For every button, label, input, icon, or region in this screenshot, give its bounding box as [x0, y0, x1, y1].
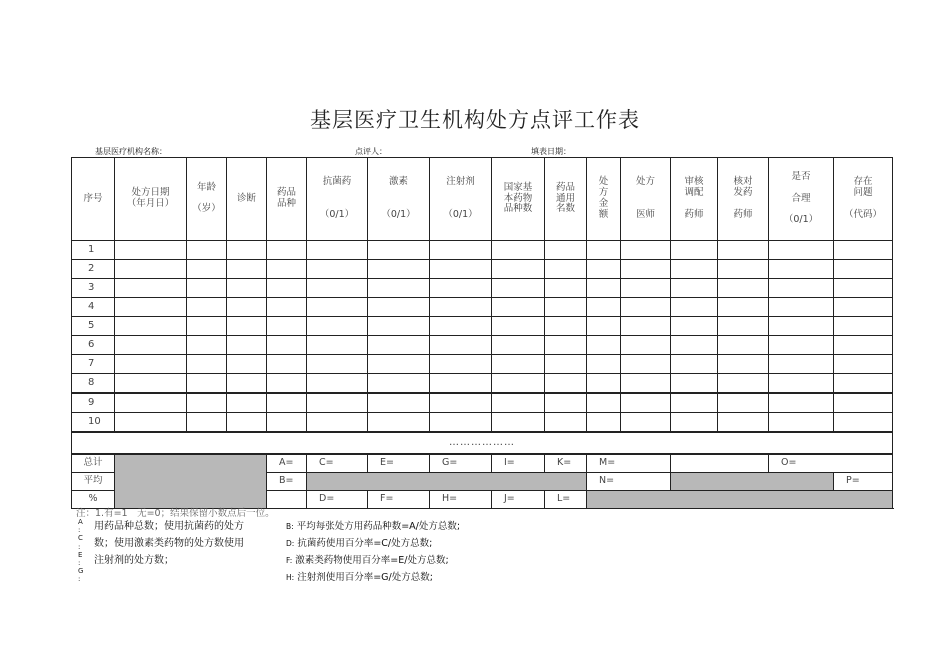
header-cell: 审核 调配 药师 — [671, 158, 718, 241]
header-cell: 处方 医师 — [621, 158, 671, 241]
entry-cell[interactable] — [115, 298, 187, 317]
entry-cell[interactable] — [492, 241, 545, 260]
formula-g: G= — [430, 454, 492, 473]
entry-cell[interactable] — [769, 279, 834, 298]
entry-cell[interactable] — [430, 393, 492, 413]
entry-cell[interactable] — [227, 260, 267, 279]
note-text: 激素类药物使用百分率=E/处方总数; — [295, 555, 449, 566]
ellipsis-row — [72, 432, 893, 454]
entry-cell[interactable] — [267, 355, 307, 374]
entry-cell[interactable] — [368, 260, 430, 279]
average-label: 平均 — [72, 473, 115, 491]
reviewer-label: 点评人： — [355, 147, 387, 156]
fill-date-label: 填表日期： — [531, 147, 571, 156]
entry-cell[interactable] — [492, 279, 545, 298]
row-number: 2 — [72, 260, 115, 279]
entry-cell[interactable] — [769, 260, 834, 279]
entry-cell[interactable] — [187, 374, 227, 394]
header-cell: 药品 品种 — [267, 158, 307, 241]
entry-cell[interactable] — [307, 260, 368, 279]
formula-i: I= — [492, 454, 545, 473]
entry-cell[interactable] — [671, 393, 718, 413]
note-text: 注射剂使用百分率=G/处方总数; — [297, 572, 433, 583]
table-row — [72, 279, 893, 298]
table-row — [72, 355, 893, 374]
table-row — [72, 298, 893, 317]
entry-cell[interactable] — [621, 298, 671, 317]
note-key: F: — [286, 556, 293, 565]
entry-cell[interactable] — [587, 317, 621, 336]
note-item — [286, 552, 460, 569]
entry-cell[interactable] — [545, 298, 587, 317]
entry-cell[interactable] — [492, 393, 545, 413]
entry-cell[interactable] — [187, 336, 227, 355]
entry-cell[interactable] — [187, 241, 227, 260]
entry-cell[interactable] — [621, 241, 671, 260]
entry-cell[interactable] — [587, 241, 621, 260]
entry-cell[interactable] — [671, 298, 718, 317]
org-name-label: 基层医疗机构名称： — [95, 147, 167, 156]
entry-cell[interactable] — [115, 317, 187, 336]
entry-cell[interactable] — [368, 298, 430, 317]
formula-p: P= — [834, 473, 893, 491]
entry-cell[interactable] — [492, 298, 545, 317]
formula-e: E= — [368, 454, 430, 473]
entry-cell[interactable] — [545, 336, 587, 355]
entry-cell[interactable] — [368, 279, 430, 298]
entry-cell[interactable] — [267, 279, 307, 298]
entry-cell[interactable] — [834, 241, 893, 260]
entry-cell[interactable] — [671, 355, 718, 374]
entry-cell[interactable] — [671, 374, 718, 394]
note-item — [286, 569, 460, 586]
note-letter: C — [78, 534, 83, 543]
entry-cell[interactable] — [671, 413, 718, 433]
entry-cell[interactable] — [718, 336, 769, 355]
entry-cell[interactable] — [492, 317, 545, 336]
row-number: 1 — [72, 241, 115, 260]
entry-cell[interactable] — [115, 355, 187, 374]
table-row — [72, 241, 893, 260]
formula-f: F= — [368, 491, 430, 509]
entry-cell[interactable] — [368, 355, 430, 374]
header-cell: 序号 — [72, 158, 115, 241]
review-table — [71, 157, 893, 509]
entry-cell[interactable] — [718, 393, 769, 413]
note-letter: G — [78, 567, 84, 576]
entry-cell[interactable] — [545, 317, 587, 336]
entry-cell[interactable] — [267, 393, 307, 413]
entry-cell[interactable] — [545, 279, 587, 298]
entry-cell[interactable] — [187, 355, 227, 374]
entry-cell[interactable] — [834, 355, 893, 374]
entry-cell[interactable] — [834, 260, 893, 279]
entry-cell[interactable] — [267, 260, 307, 279]
form-title: 基层医疗卫生机构处方点评工作表 — [310, 108, 640, 132]
entry-cell[interactable] — [769, 241, 834, 260]
shaded-cell — [671, 473, 834, 491]
formula-l: L= — [545, 491, 587, 509]
entry-cell[interactable] — [368, 413, 430, 433]
note-letter: : — [78, 542, 81, 551]
entry-cell[interactable] — [492, 374, 545, 394]
entry-cell[interactable] — [621, 393, 671, 413]
entry-cell[interactable] — [115, 413, 187, 433]
row-number: 7 — [72, 355, 115, 374]
entry-cell[interactable] — [769, 336, 834, 355]
entry-cell[interactable] — [492, 336, 545, 355]
note-letter: : — [78, 575, 81, 584]
entry-cell[interactable] — [307, 393, 368, 413]
formula-j: J= — [492, 491, 545, 509]
entry-cell[interactable] — [368, 241, 430, 260]
formula-n: N= — [587, 473, 671, 491]
formula-m: M= — [587, 454, 671, 473]
entry-cell[interactable] — [368, 317, 430, 336]
entry-cell[interactable] — [430, 260, 492, 279]
header-cell: 处 方 金 额 — [587, 158, 621, 241]
entry-cell[interactable] — [769, 393, 834, 413]
entry-cell[interactable] — [430, 355, 492, 374]
entry-cell[interactable] — [545, 260, 587, 279]
entry-cell[interactable] — [115, 279, 187, 298]
table-row — [72, 413, 893, 433]
entry-cell[interactable] — [718, 260, 769, 279]
header-cell: 注射剂 （0/1） — [430, 158, 492, 241]
entry-cell[interactable] — [307, 355, 368, 374]
header-row — [72, 158, 893, 241]
formula-b: B= — [267, 473, 307, 491]
blank-cell — [671, 454, 769, 473]
entry-cell[interactable] — [834, 413, 893, 433]
formula-h: H= — [430, 491, 492, 509]
entry-cell[interactable] — [368, 336, 430, 355]
entry-cell[interactable] — [834, 298, 893, 317]
entry-cell[interactable] — [769, 374, 834, 394]
entry-cell[interactable] — [718, 413, 769, 433]
entry-cell[interactable] — [115, 260, 187, 279]
entry-cell[interactable] — [587, 336, 621, 355]
formula-c: C= — [307, 454, 368, 473]
entry-cell[interactable] — [227, 298, 267, 317]
shaded-cell — [307, 473, 587, 491]
entry-cell[interactable] — [187, 279, 227, 298]
entry-cell[interactable] — [368, 374, 430, 394]
table-row — [72, 374, 893, 394]
row-number: 8 — [72, 374, 115, 394]
entry-cell[interactable] — [430, 413, 492, 433]
entry-cell[interactable] — [430, 279, 492, 298]
entry-cell[interactable] — [621, 260, 671, 279]
entry-cell[interactable] — [834, 336, 893, 355]
entry-cell[interactable] — [718, 298, 769, 317]
entry-cell[interactable] — [307, 279, 368, 298]
note-key: H: — [286, 573, 295, 582]
row-number: 4 — [72, 298, 115, 317]
entry-cell[interactable] — [187, 317, 227, 336]
entry-cell[interactable] — [227, 241, 267, 260]
note-right — [286, 518, 460, 586]
entry-cell[interactable] — [834, 374, 893, 394]
note-left: 用药品种总数；使用抗菌药的处方数；使用激素类药物的处方数使用注射剂的处方数； — [94, 521, 244, 566]
row-number: 6 — [72, 336, 115, 355]
entry-cell[interactable] — [545, 374, 587, 394]
header-cell: 激素 （0/1） — [368, 158, 430, 241]
total-label: 总计 — [72, 454, 115, 473]
note-text: 抗菌药使用百分率=C/处方总数; — [297, 538, 433, 549]
note-letter: : — [78, 559, 81, 568]
entry-cell[interactable] — [492, 355, 545, 374]
entry-cell[interactable] — [492, 413, 545, 433]
note-letters — [78, 518, 86, 584]
entry-cell[interactable] — [718, 355, 769, 374]
note-letter: : — [78, 526, 81, 535]
entry-cell[interactable] — [368, 393, 430, 413]
entry-cell[interactable] — [769, 317, 834, 336]
entry-cell[interactable] — [307, 336, 368, 355]
entry-cell[interactable] — [671, 279, 718, 298]
row-number: 9 — [72, 393, 115, 413]
entry-cell[interactable] — [267, 336, 307, 355]
entry-cell[interactable] — [587, 413, 621, 433]
ellipsis: ……………… — [72, 432, 893, 454]
entry-cell[interactable] — [267, 317, 307, 336]
note-item — [286, 518, 460, 535]
header-cell: 年龄 （岁） — [187, 158, 227, 241]
entry-cell[interactable] — [430, 374, 492, 394]
note-letter: A — [78, 518, 83, 526]
header-cell: 诊断 — [227, 158, 267, 241]
entry-cell[interactable] — [307, 317, 368, 336]
entry-cell[interactable] — [545, 355, 587, 374]
table-row — [72, 336, 893, 355]
entry-cell[interactable] — [115, 374, 187, 394]
entry-cell[interactable] — [307, 298, 368, 317]
entry-cell[interactable] — [430, 298, 492, 317]
table-row — [72, 393, 893, 413]
row-number: 5 — [72, 317, 115, 336]
formula-a: A= — [267, 454, 307, 473]
note-key: D: — [286, 539, 295, 548]
shaded-cell — [115, 454, 267, 509]
entry-cell[interactable] — [430, 317, 492, 336]
entry-cell[interactable] — [834, 279, 893, 298]
entry-cell[interactable] — [621, 317, 671, 336]
header-cell: 是否 合理 （0/1） — [769, 158, 834, 241]
entry-cell[interactable] — [621, 336, 671, 355]
note-line: 注：1.有=1 无=0；结果保留小数点后一位。 — [76, 508, 275, 519]
formula-o: O= — [769, 454, 893, 473]
entry-cell[interactable] — [621, 279, 671, 298]
entry-cell[interactable] — [769, 413, 834, 433]
entry-cell[interactable] — [718, 374, 769, 394]
entry-cell[interactable] — [671, 241, 718, 260]
entry-cell[interactable] — [545, 413, 587, 433]
entry-cell[interactable] — [834, 317, 893, 336]
entry-cell[interactable] — [718, 317, 769, 336]
entry-cell[interactable] — [187, 393, 227, 413]
shaded-cell — [587, 491, 893, 509]
entry-cell[interactable] — [545, 241, 587, 260]
header-cell: 处方日期 （年月日） — [115, 158, 187, 241]
header-cell: 药品 通用 名数 — [545, 158, 587, 241]
summary-row — [72, 454, 893, 473]
entry-cell[interactable] — [227, 355, 267, 374]
header-cell: 核对 发药 药师 — [718, 158, 769, 241]
entry-cell[interactable] — [718, 279, 769, 298]
entry-cell[interactable] — [307, 413, 368, 433]
entry-cell[interactable] — [587, 298, 621, 317]
entry-cell[interactable] — [671, 336, 718, 355]
entry-cell[interactable] — [187, 413, 227, 433]
entry-cell[interactable] — [227, 413, 267, 433]
entry-cell[interactable] — [587, 355, 621, 374]
note-text: 平均每张处方用药品种数=A/处方总数; — [296, 521, 461, 532]
entry-cell[interactable] — [621, 374, 671, 394]
header-cell: 抗菌药 （0/1） — [307, 158, 368, 241]
entry-cell[interactable] — [115, 241, 187, 260]
entry-cell[interactable] — [307, 241, 368, 260]
entry-cell[interactable] — [545, 393, 587, 413]
entry-cell[interactable] — [430, 336, 492, 355]
entry-cell[interactable] — [267, 374, 307, 394]
entry-cell[interactable] — [621, 355, 671, 374]
entry-cell[interactable] — [115, 393, 187, 413]
row-number: 10 — [72, 413, 115, 433]
header-cell: 存在 问题 （代码） — [834, 158, 893, 241]
entry-cell[interactable] — [587, 260, 621, 279]
entry-cell[interactable] — [267, 413, 307, 433]
row-number: 3 — [72, 279, 115, 298]
percent-label: % — [72, 491, 115, 509]
entry-cell[interactable] — [307, 374, 368, 394]
entry-cell[interactable] — [227, 336, 267, 355]
entry-cell[interactable] — [492, 260, 545, 279]
entry-cell[interactable] — [115, 336, 187, 355]
entry-cell[interactable] — [621, 413, 671, 433]
note-key: B: — [286, 522, 294, 531]
entry-cell[interactable] — [587, 279, 621, 298]
entry-cell[interactable] — [769, 298, 834, 317]
entry-cell[interactable] — [671, 260, 718, 279]
table-row — [72, 260, 893, 279]
note-item — [286, 535, 460, 552]
entry-cell[interactable] — [587, 393, 621, 413]
entry-cell[interactable] — [587, 374, 621, 394]
entry-cell[interactable] — [267, 241, 307, 260]
entry-cell[interactable] — [430, 241, 492, 260]
entry-cell[interactable] — [718, 241, 769, 260]
entry-cell[interactable] — [769, 355, 834, 374]
entry-cell[interactable] — [187, 260, 227, 279]
table-row — [72, 317, 893, 336]
header-cell: 国家基 本药物 品种数 — [492, 158, 545, 241]
entry-cell[interactable] — [227, 393, 267, 413]
formula-k: K= — [545, 454, 587, 473]
entry-cell[interactable] — [834, 393, 893, 413]
formula-d: D= — [307, 491, 368, 509]
entry-cell[interactable] — [227, 317, 267, 336]
entry-cell[interactable] — [227, 279, 267, 298]
entry-cell[interactable] — [267, 298, 307, 317]
entry-cell[interactable] — [187, 298, 227, 317]
note-letter: E — [78, 550, 83, 559]
entry-cell[interactable] — [671, 317, 718, 336]
entry-cell[interactable] — [227, 374, 267, 394]
